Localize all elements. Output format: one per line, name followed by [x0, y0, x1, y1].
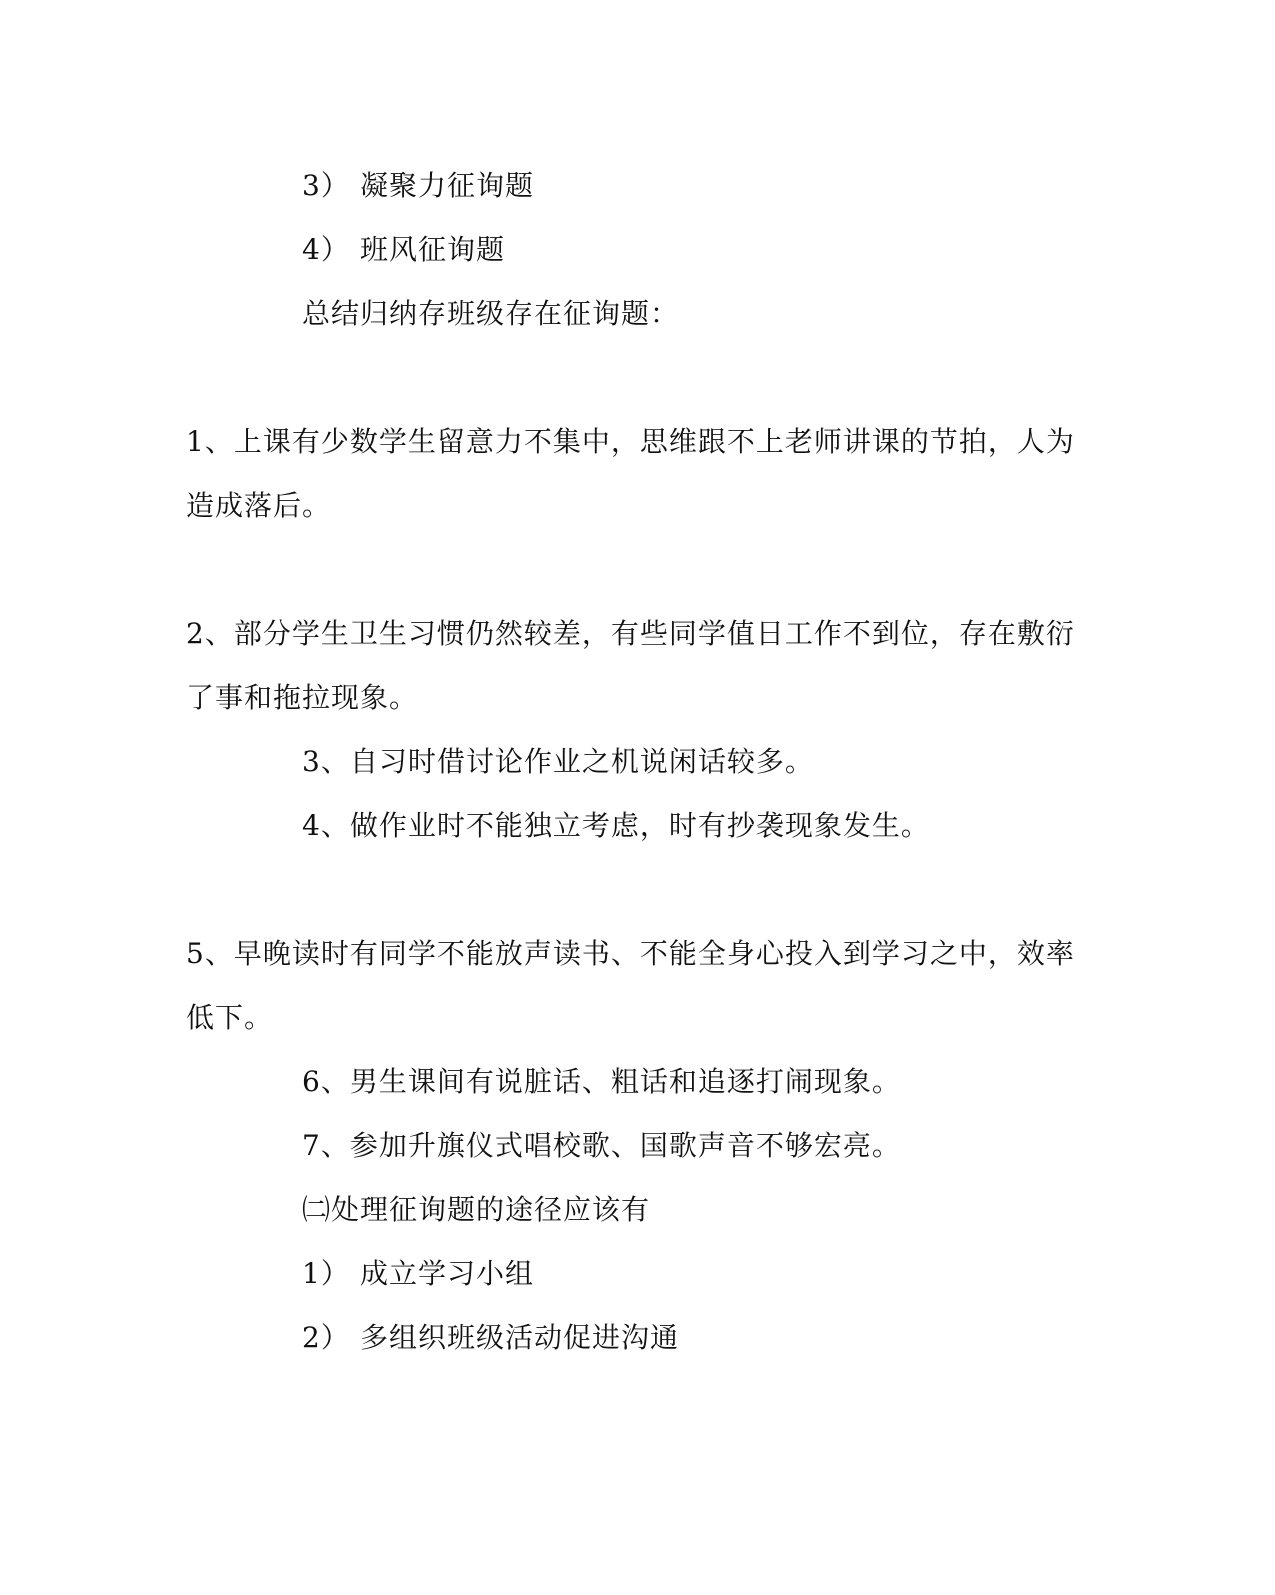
problem-1-line-2: 造成落后。: [186, 489, 332, 522]
list-item-number: 1）: [302, 1257, 350, 1290]
list-item-number: 2）: [302, 1321, 350, 1354]
problem-2-line-1: 2、部分学生卫生习惯仍然较差，有些同学值日工作不到位，存在敷衍: [186, 617, 1075, 650]
solutions-heading: ㈡处理征询题的途径应该有: [302, 1193, 651, 1226]
problem-6: 6、男生课间有说脏话、粗话和追逐打闹现象。: [302, 1065, 901, 1098]
list-item-text: 凝聚力征询题: [360, 169, 535, 202]
problem-5-line-1: 5、早晚读时有同学不能放声读书、不能全身心投入到学习之中，效率: [186, 937, 1075, 970]
summary-heading: 总结归纳存班级存在征询题：: [302, 297, 680, 330]
problem-2-line-2: 了事和拖拉现象。: [186, 681, 419, 714]
list-item-text: 班风征询题: [360, 233, 506, 266]
problem-7: 7、参加升旗仪式唱校歌、国歌声音不够宏亮。: [302, 1129, 901, 1162]
problem-4: 4、做作业时不能独立考虑，时有抄袭现象发生。: [302, 809, 930, 842]
problem-1-line-1: 1、上课有少数学生留意力不集中，思维跟不上老师讲课的节拍，人为: [186, 425, 1075, 458]
list-item-text: 多组织班级活动促进沟通: [360, 1321, 680, 1354]
list-item: [302, 1256, 534, 1292]
list-item: [302, 168, 534, 204]
problem-3: 3、自习时借讨论作业之机说闲话较多。: [302, 745, 814, 778]
list-item: [302, 232, 505, 268]
list-item-number: 4）: [302, 233, 350, 266]
list-item: [302, 1320, 679, 1356]
problem-5-line-2: 低下。: [186, 1001, 274, 1034]
list-item-number: 3）: [302, 169, 350, 202]
list-item-text: 成立学习小组: [360, 1257, 535, 1290]
